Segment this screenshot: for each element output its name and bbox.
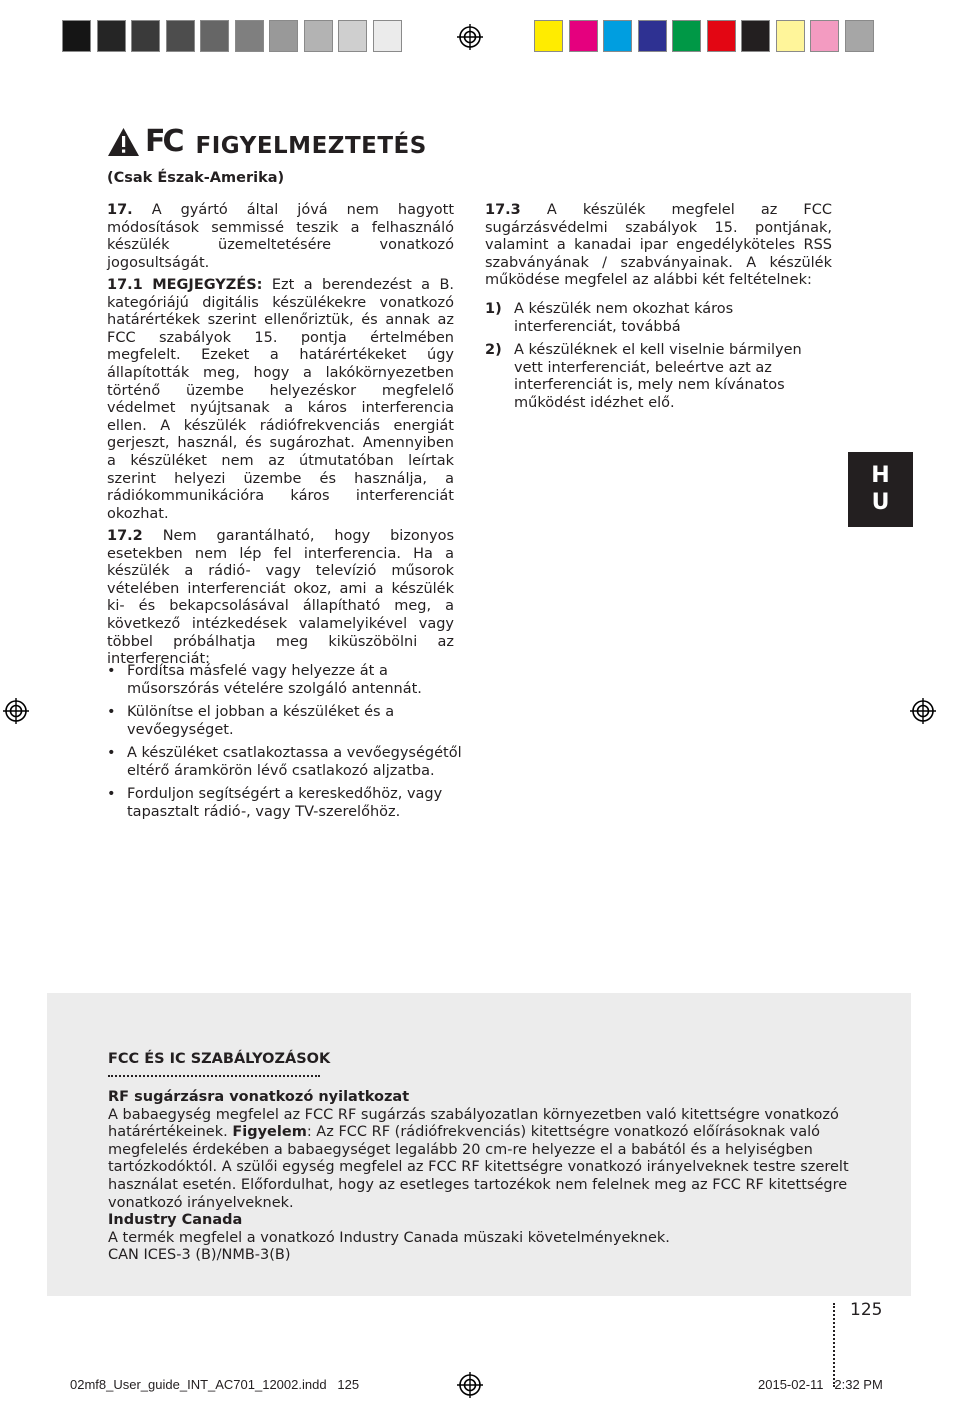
registration-mark-left-icon <box>3 698 29 724</box>
language-tab-letter: H <box>871 463 890 488</box>
fcc-ic-content <box>108 1089 853 1265</box>
fcc-logo-icon: FC <box>145 124 182 159</box>
footer-filename: 02mf8_User_guide_INT_AC701_12002.indd <box>70 1377 327 1392</box>
section-17-3 <box>485 202 832 290</box>
page-number-rule <box>833 1303 835 1387</box>
page-number: 125 <box>850 1300 883 1320</box>
condition-item-1 <box>485 301 835 336</box>
color-swatch <box>200 20 229 52</box>
footer-file <box>70 1377 359 1392</box>
list-item: • A készüléket csatlakoztassa a vevőegységétől eltérő áramkörön lévő csatlakozó aljzatba. <box>107 745 467 780</box>
section-17-1-text: Ezt a berendezést a B. kategóriájú digitális készülékekre vonatkozó határértékek szerint ellenőriztük, és annak az FCC szabályok 15. pontja értelmében megfelelt. Ezeket a határértékeket úgy állapították meg, hogy a lakókörnyezetben történő üzembe helyezéskor megfelelő védelmet nyújtsanak a káros interferencia ellen. A készülék rádiófrekvenciás energiát gerjeszt, használ, és sugározhat. Amennyiben a készüléket nem az útmutatóban leírtak szerint helyezi üzembe és használja, a rádiókommunikációra káros interferenciát okozhat. <box>107 277 455 522</box>
color-swatch <box>672 20 701 52</box>
condition-number: 1) <box>485 301 502 317</box>
color-swatch <box>638 20 667 52</box>
rf-text-1: A babaegység megfelel az FCC RF sugárzás szabályozatlan környezetben való kitettségre vonatkozó határértékeinek. <box>108 1106 839 1141</box>
ic-heading: Industry Canada <box>108 1212 243 1229</box>
condition-item-2 <box>485 342 835 412</box>
color-swatch <box>166 20 195 52</box>
color-swatch <box>845 20 874 52</box>
section-17-2-text: Nem garantálható, hogy bizonyos esetekben nem lép fel interferencia. Ha a készülék a rádió- vagy televízió műsorok vételében interferenciát okoz, ami a készülék ki- és bekapcsolásával állapítható meg, a következő intézkedések valamelyikével vagy többel próbálhatja meg kiküszöbölni az interferenciát: <box>107 528 454 668</box>
rf-text-2: : Az FCC RF (rádiófrekvenciás) kitettségre vonatkozó előírásoknak való megfelelés érdekében a babaegységet legalább 20 cm-re helyezze el a babától és a helyiségben tartózkodóktól. A szülői egység megfelel az FCC RF kitettségre vonatkozó irányelveknek testre szerelt használat esetén. Előfordulhat, hogy az esetleges tartozékok nem felelnek meg az FCC RF kitettségre vonatkozó irányelveknek. <box>108 1124 849 1211</box>
color-swatch <box>235 20 264 52</box>
warning-triangle-icon <box>107 127 140 157</box>
color-swatch <box>373 20 402 52</box>
condition-text: A készülék nem okozhat káros interferenciát, továbbá <box>514 301 734 335</box>
language-tab <box>848 452 913 527</box>
section-17-1-label: MEGJEGYZÉS: <box>152 277 263 293</box>
condition-text: A készüléknek el kell viselnie bármilyen vett interferenciát, beleértve azt az interferenciát is, mely nem kívánatos működést idézhet elő. <box>514 342 802 411</box>
registration-mark-top-icon <box>457 24 483 50</box>
color-swatch <box>603 20 632 52</box>
color-swatch <box>62 20 91 52</box>
section-17-number: 17. <box>107 202 133 218</box>
rf-attention-label: Figyelem <box>232 1124 307 1141</box>
list-item: • Forduljon segítségért a kereskedőhöz, vagy tapasztalt rádió-, vagy TV-szerelőhöz. <box>107 786 467 821</box>
color-swatch <box>569 20 598 52</box>
color-swatch <box>741 20 770 52</box>
heading-dotted-rule <box>108 1075 320 1077</box>
section-17-3-text: A készülék megfelel az FCC sugárzásvédelmi szabályok 15. pontjának, valamint a kanadai ipar engedélyköteles RSS szabványának / szabványainak. A készülék működése megfelel az alábbi két feltételnek: <box>485 202 832 289</box>
ic-code: CAN ICES-3 (B)/NMB-3(B) <box>108 1247 291 1264</box>
list-item: • Fordítsa másfelé vagy helyezze át a műsorszórás vételére szolgáló antennát. <box>107 663 467 698</box>
language-tab-letter: U <box>871 490 890 515</box>
color-swatch <box>534 20 563 52</box>
color-swatch <box>810 20 839 52</box>
color-swatch <box>131 20 160 52</box>
footer-date: 2015-02-11 <box>758 1377 824 1392</box>
list-item: • Különítse el jobban a készüléket és a vevőegységet. <box>107 704 467 739</box>
section-17-text: A gyártó által jóvá nem hagyott módosítások semmissé teszik a felhasználó készülék üzemeltetésére vonatkozó jogosultságát. <box>107 202 454 271</box>
section-17-1-number: 17.1 <box>107 277 143 293</box>
region-note: (Csak Észak-Amerika) <box>107 170 285 186</box>
color-swatch <box>776 20 805 52</box>
section-17-1 <box>107 277 454 523</box>
condition-number: 2) <box>485 342 502 358</box>
section-17-3-number: 17.3 <box>485 202 521 218</box>
fcc-ic-box <box>47 993 911 1296</box>
section-17 <box>107 202 454 272</box>
section-17-2 <box>107 528 454 669</box>
color-swatch <box>269 20 298 52</box>
rf-paragraph <box>108 1107 853 1213</box>
fcc-ic-heading: FCC ÉS IC SZABÁLYOZÁSOK <box>108 1051 331 1067</box>
section-17-2-number: 17.2 <box>107 528 143 544</box>
registration-mark-right-icon <box>910 698 936 724</box>
footer-time: 2:32 PM <box>834 1377 883 1392</box>
footer-timestamp <box>758 1377 883 1392</box>
rf-heading: RF sugárzásra vonatkozó nyilatkozat <box>108 1089 410 1105</box>
footer-page: 125 <box>337 1377 360 1392</box>
color-swatch <box>338 20 367 52</box>
color-swatch <box>97 20 126 52</box>
color-swatch <box>707 20 736 52</box>
registration-mark-bottom-icon <box>457 1372 483 1398</box>
warning-title: FIGYELMEZTETÉS <box>195 133 427 159</box>
warning-heading <box>107 126 427 158</box>
color-swatch <box>304 20 333 52</box>
ic-text: A termék megfelel a vonatkozó Industry Canada müszaki követelményeknek. <box>108 1229 670 1246</box>
